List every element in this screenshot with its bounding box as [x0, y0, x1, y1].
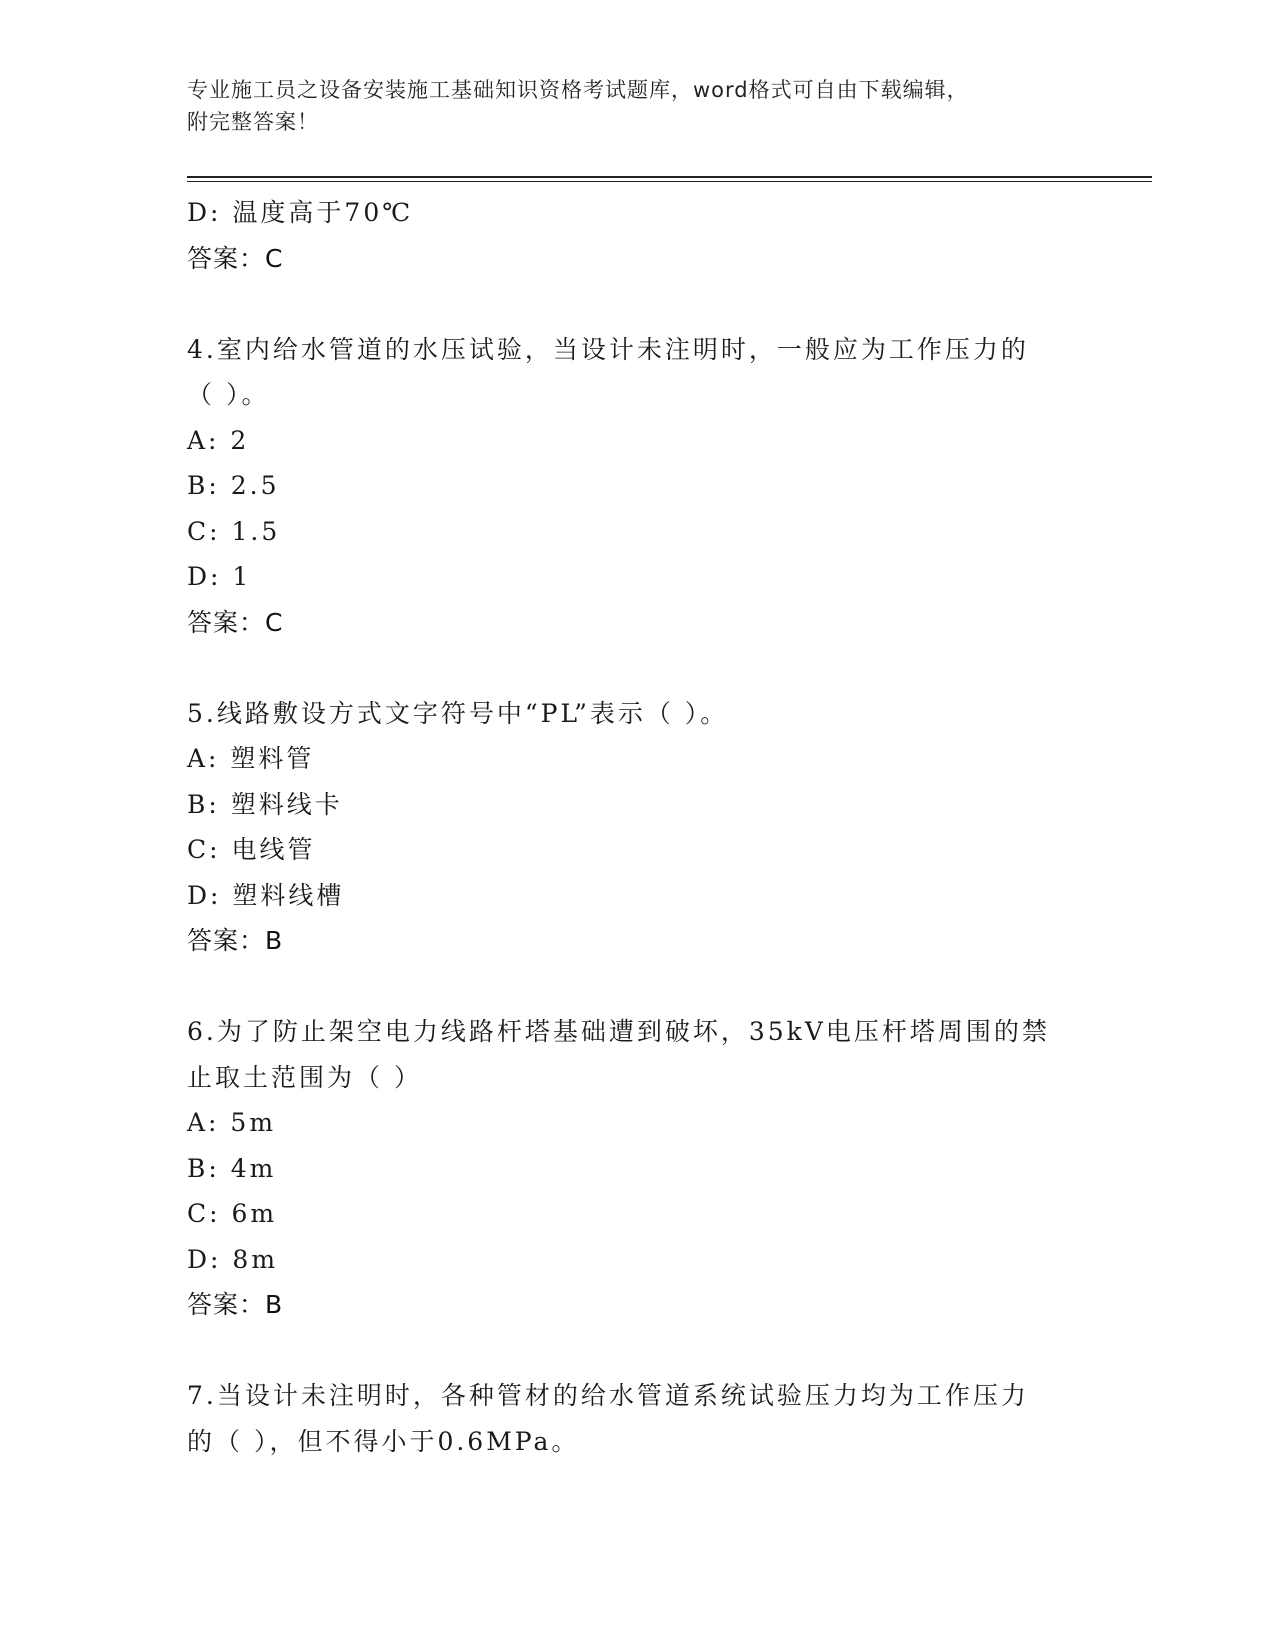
header-rule-thick	[187, 176, 1152, 178]
question-5	[187, 691, 1087, 964]
option-b: B: 塑料线卡	[187, 789, 343, 819]
question-list	[187, 190, 1087, 1464]
question-4	[187, 327, 1087, 646]
answer-line: 答案：B	[187, 1290, 284, 1319]
option-d: D: 8m	[187, 1244, 279, 1274]
question-stem-continued: （ ）。	[187, 380, 270, 409]
option-d: D: 温度高于70℃	[187, 198, 414, 227]
option-b: B: 2.5	[187, 471, 280, 500]
option-a: A: 5m	[187, 1108, 277, 1137]
answer-line: 答案：C	[187, 607, 284, 637]
header-line-2: 附完整答案！	[187, 110, 319, 134]
header-line-1: 专业施工员之设备安装施工基础知识资格考试题库，word格式可自由下载编辑，	[187, 78, 969, 102]
answer-line: 答案：C	[187, 243, 284, 273]
option-c: C: 6m	[187, 1199, 278, 1228]
header-rule-thin	[187, 181, 1152, 182]
option-d: D: 1	[187, 562, 252, 591]
spacer	[187, 281, 1087, 327]
question-stem: 7.当设计未注明时，各种管材的给水管道系统试验压力均为工作压力	[187, 1381, 1029, 1410]
question-stem-continued: 止取土范围为（ ）	[187, 1062, 422, 1092]
option-d: D: 塑料线槽	[187, 880, 345, 910]
option-c: C: 1.5	[187, 516, 281, 546]
question-stem: 5.线路敷设方式文字符号中“PL”表示（ ）。	[187, 698, 729, 728]
option-b: B: 4m	[187, 1153, 277, 1183]
page-header	[187, 74, 1067, 138]
option-c: C: 电线管	[187, 835, 316, 864]
answer-line: 答案：B	[187, 926, 284, 955]
spacer	[187, 964, 1087, 1010]
question-stem: 6.为了防止架空电力线路杆塔基础遭到破坏，35kV电压杆塔周围的禁	[187, 1017, 1050, 1046]
question-6	[187, 1009, 1087, 1328]
question-stem: 4.室内给水管道的水压试验，当设计未注明时，一般应为工作压力的	[187, 334, 1029, 364]
question-stem-continued: 的（ ），但不得小于0.6MPa。	[187, 1426, 580, 1456]
spacer	[187, 1328, 1087, 1374]
question-3-tail	[187, 190, 1087, 281]
spacer	[187, 645, 1087, 691]
option-a: A: 2	[187, 425, 250, 455]
question-7	[187, 1373, 1087, 1464]
option-a: A: 塑料管	[187, 744, 315, 773]
